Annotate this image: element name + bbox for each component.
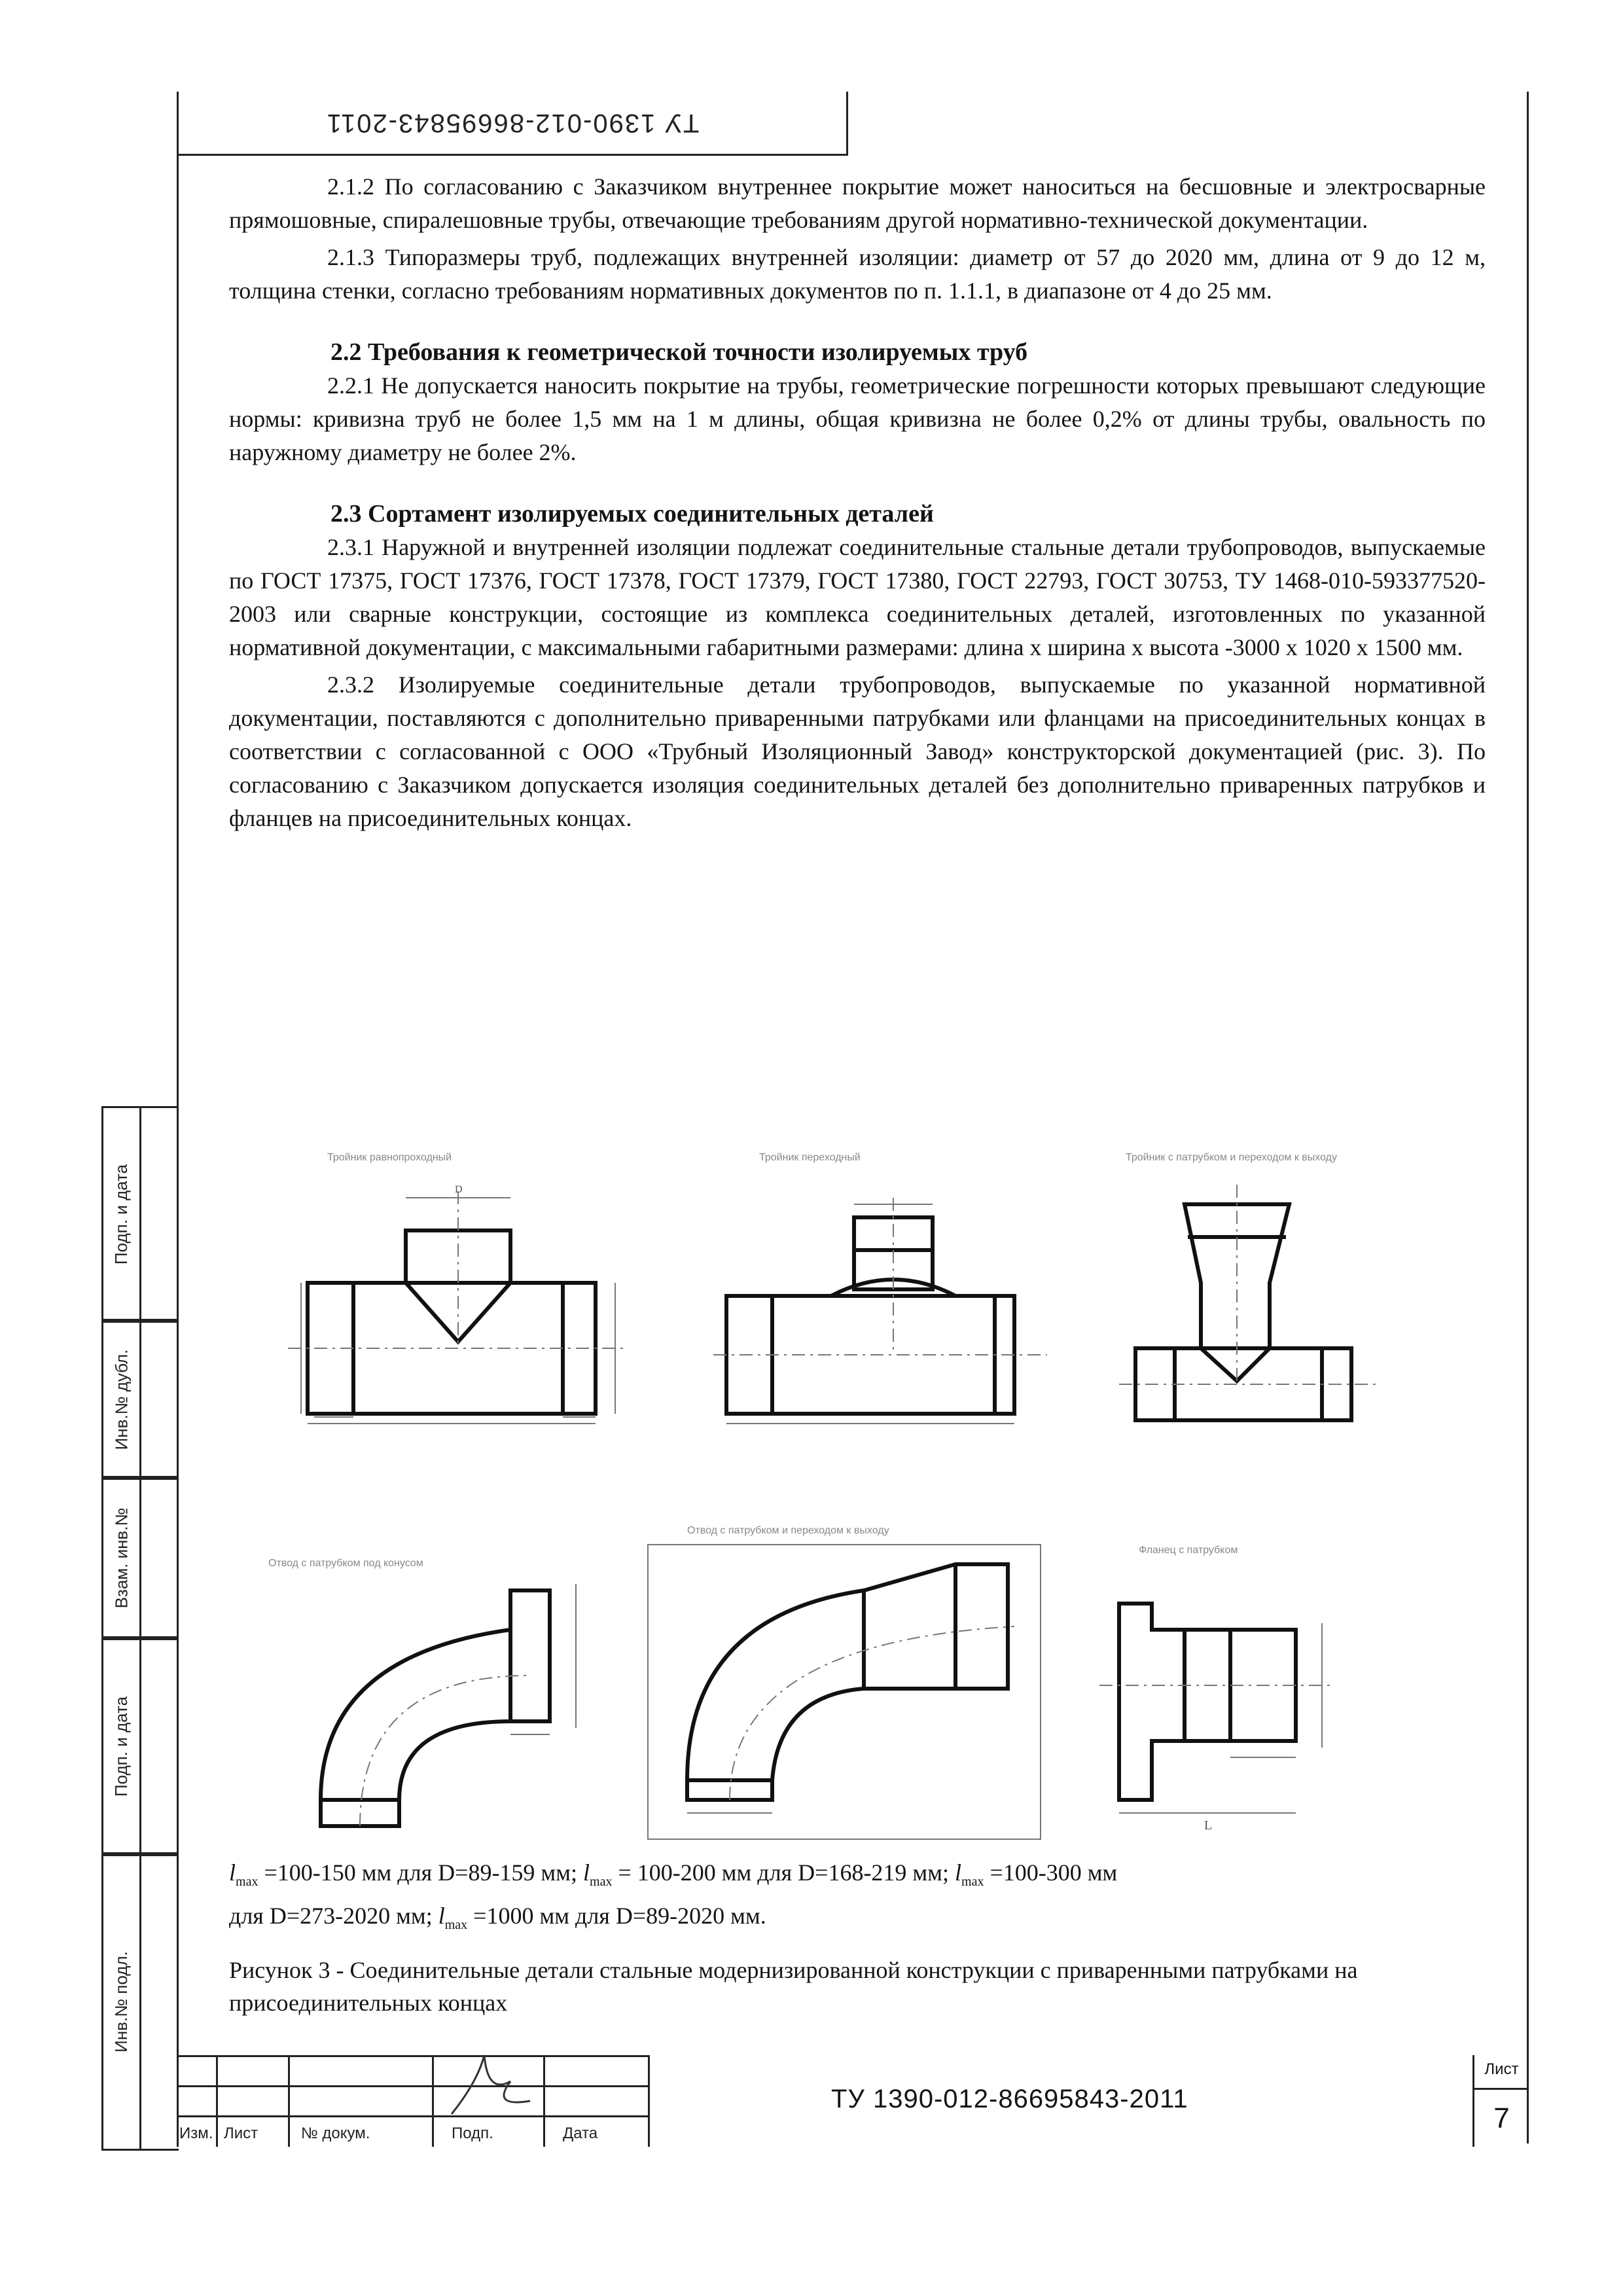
stamp-izm: Изм. <box>179 2125 213 2142</box>
sheet-number-box <box>1472 2055 1529 2147</box>
sheet-number: 7 <box>1493 2102 1510 2134</box>
elbow-drawing <box>268 1558 622 1846</box>
max-subscript: max <box>961 1874 984 1890</box>
figure-label: Тройник с патрубком и переходом к выходу <box>1126 1152 1337 1163</box>
formula-seg1: =100-150 мм для D=89-159 мм; <box>258 1859 583 1886</box>
figure-flange <box>1099 1545 1414 1836</box>
figure-label: Тройник равнопроходный <box>327 1152 452 1163</box>
sheet-label: Лист <box>1484 2060 1519 2078</box>
figure-caption: Рисунок 3 - Соединительные детали стальные модернизированной конструкции с приваренными патрубками на присоединительных концах <box>229 1957 1358 2016</box>
paragraph-2-1-2: 2.1.2 По согласованию с Заказчиком внутреннее покрытие может наноситься на бесшовные и электросварные прямошовные, спиралешовные трубы, отвечающие требованиям другой нормативно-технической документации. <box>229 173 1486 233</box>
figure-label: Отвод с патрубком и переходом к выходу <box>687 1525 889 1536</box>
formula-seg2: = 100-200 мм для D=168-219 мм; <box>612 1859 955 1886</box>
paragraph-2-1-3: 2.1.3 Типоразмеры труб, подлежащих внутренней изоляции: диаметр от 57 до 2020 мм, длина от 9 до 12 м, толщина стенки, согласно требованиям нормативных документов по п. 1.1.1, в диапазоне от 4 до 25 мм. <box>229 244 1486 304</box>
l-symbol: l <box>438 1903 445 1929</box>
l-symbol: l <box>955 1859 962 1886</box>
header-box <box>179 92 848 156</box>
figure-tee-equal <box>275 1152 668 1430</box>
formula-seg4: =1000 мм для D=89-2020 мм. <box>467 1903 766 1929</box>
header-code: ТУ 1390-012-86695843-2011 <box>325 109 700 137</box>
figure-elbow-transition <box>648 1525 1067 1842</box>
paragraph-2-3-1: 2.3.1 Наружной и внутренней изоляции подлежат соединительные стальные детали трубопроводов, выпускаемые по ГОСТ 17375, ГОСТ 17376, ГОСТ 17378, ГОСТ 17379, ГОСТ 17380, ГОСТ 22793, ГОСТ 30753, ТУ 1468-010-593377520-2003 или сварные конструкции, состоящие из комплекса соединительных деталей, изготовленных по указанной нормативной документации, с максимальными габаритными размерами: длина х ширина х высота -3000 х 1020 х 1500 мм. <box>229 534 1486 660</box>
stamp-data: Дата <box>563 2125 598 2142</box>
paragraph-2-2-1: 2.2.1 Не допускается наносить покрытие на трубы, геометрические погрешности которых превышают следующие нормы: кривизна труб не более 1,5 мм на 1 м длины, общая кривизна не более 0,2% от длины трубы, овальность по наружному диаметру не более 2%. <box>229 372 1486 465</box>
figure-label: Отвод с патрубком под конусом <box>268 1558 423 1569</box>
title-block <box>177 2055 1527 2147</box>
tee-reducing-drawing <box>707 1152 1073 1433</box>
side-cell-inv-dubl: Инв.№ дубл. <box>101 1319 179 1480</box>
figure-tee-reducing <box>707 1152 1073 1437</box>
dim-l-label: L <box>1204 1818 1213 1833</box>
flange-drawing <box>1099 1545 1414 1833</box>
figure-tee-nozzle <box>1106 1152 1420 1437</box>
figure-label: Фланец с патрубком <box>1139 1545 1238 1556</box>
dim-d-label: D <box>455 1184 463 1195</box>
tee-equal-drawing <box>275 1152 668 1427</box>
stamp-doc-code: ТУ 1390-012-86695843-2011 <box>831 2085 1188 2113</box>
elbow-transition-drawing <box>648 1525 1067 1839</box>
max-subscript: max <box>444 1918 468 1933</box>
stamp-list: Лист <box>224 2125 259 2142</box>
l-symbol: l <box>583 1859 590 1886</box>
side-cell-podp-data-2: Подп. и дата <box>101 1636 179 1856</box>
formula-line-1 <box>229 1856 1486 1899</box>
figure-elbow <box>268 1558 622 1849</box>
stamp-ndokum: № докум. <box>301 2125 370 2142</box>
formula-seg3: =100-300 мм <box>984 1859 1118 1886</box>
formula-line2a: для D=273-2020 мм; <box>229 1903 438 1929</box>
formula-line-2 <box>229 1899 1486 1942</box>
max-subscript: max <box>236 1874 259 1890</box>
l-symbol: l <box>229 1859 236 1886</box>
side-cell-podp-data-1: Подп. и дата <box>101 1106 179 1323</box>
side-cell-inv-podl: Инв.№ подл. <box>101 1852 179 2151</box>
tee-nozzle-drawing <box>1106 1152 1420 1433</box>
section-2-3-title: 2.3 Сортамент изолируемых соединительных деталей <box>330 500 934 528</box>
figure-label: Тройник переходный <box>759 1152 861 1163</box>
max-subscript: max <box>590 1874 613 1890</box>
section-2-2-title: 2.2 Требования к геометрической точности изолируемых труб <box>330 338 1028 366</box>
signature <box>438 2042 543 2127</box>
paragraph-2-3-2: 2.3.2 Изолируемые соединительные детали трубопроводов, выпускаемые по указанной нормативной документации, поставляются с дополнительно приваренными патрубками или фланцами на присоединительных концах в соответствии с согласованной с ООО «Трубный Изоляционный Завод» конструкторской документацией (рис. 3). По согласованию с Заказчиком допускается изоляция соединительных деталей без дополнительно приваренных патрубков и фланцев на присоединительных концах. <box>229 672 1486 831</box>
length-formula <box>229 1856 1486 1942</box>
main-text <box>229 170 1486 839</box>
stamp-podp: Подп. <box>452 2125 493 2142</box>
side-cell-vzam-inv: Взам. инв.№ <box>101 1476 179 1640</box>
